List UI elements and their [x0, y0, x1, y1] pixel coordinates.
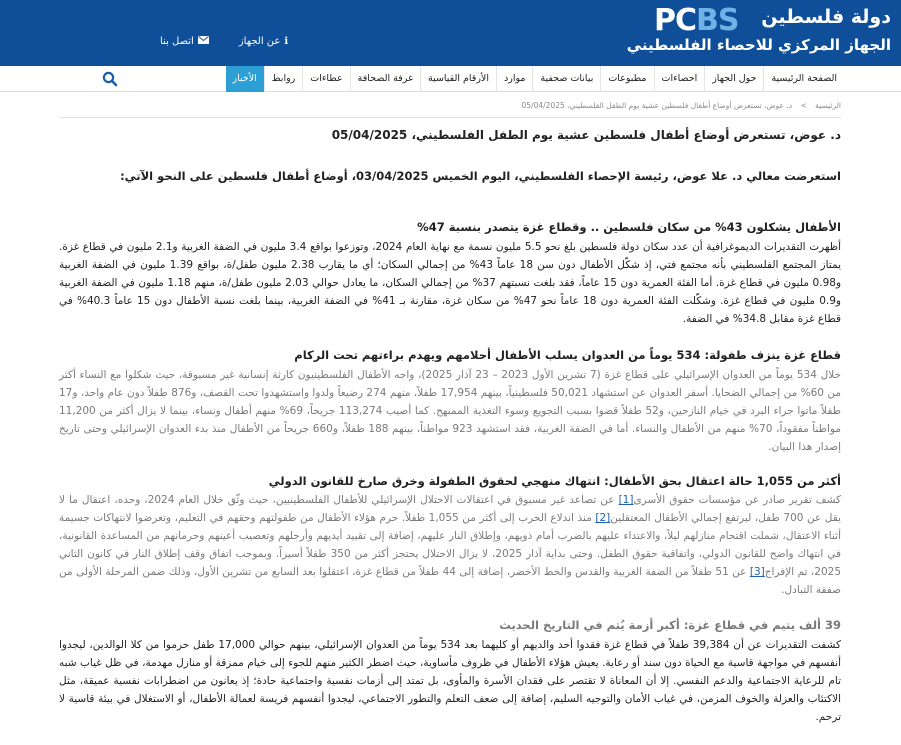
page-title: د. عوض، تستعرض أوضاع أطفال فلسطين عشية يوم الطفل الفلسطيني، 05/04/2025 [331, 128, 841, 142]
contact-link[interactable] [160, 36, 209, 47]
section-text-population: أظهرت التقديرات الديموغرافية أن عدد سكان دولة فلسطين بلغ نحو 5.5 مليون نسمة مع نهاية العام 2024، وتوزعوا بواقع 3.4 مليون في الضفة الغربية و2.1 مليون في قطاع غزة. يمتاز المجتمع الفلسطيني بأنه مجتمع فتي، إذ شكّل الأطفال دون سن 18 عاماً 43% من إجمالي السكان؛ أي ما يقارب 2.38 مليون طفل/ة، بواقع 1.39 مليون في الضفة الغربية و0.98 مليون في قطاع غزة. أما الفئة العمرية دون 15 عاماً، فقد بلغت نسبتهم 37% من إجمالي السكان، ما يعادل حوالي 2.03 مليون طفل/ة، منهم 1.18 مليون في الضفة الغربية و0.9 مليون في قطاع غزة. وشكّلت الفئة العمرية دون 18 عاماً نحو 47% من سكان غزة، مقارنة بـ 41% في الضفة الغربية، بينما بلغت نسبة الأطفال دون 15 عاماً 40.3% في قطاع غزة مقابل 34.8% في الضفة. [59, 241, 842, 325]
nav-item-resources[interactable]: موارد [496, 66, 532, 92]
about-link[interactable] [239, 36, 288, 47]
nav-item-news[interactable]: الأخبار [226, 66, 264, 92]
search-icon[interactable] [100, 69, 120, 89]
nav-item-publications[interactable]: مطبوعات [600, 66, 653, 92]
section-title-detentions: أكثر من 1,055 حالة اعتقال بحق الأطفال: انتهاك منهجي لحقوق الطفولة وخرق صارخ للقانون الدولي [268, 474, 841, 488]
article-intro: استعرضت معالي د. علا عوض، رئيسة الإحصاء الفلسطيني، اليوم الخميس 03/04/2025، أوضاع أطفال فلسطين على النحو الآتي: [120, 169, 841, 183]
footnote-link-1[interactable]: [1] [618, 494, 634, 506]
nav-item-indices[interactable]: الأرقام القياسية [420, 66, 496, 92]
detentions-text-d: عن 51 طفلاً من الضفة الغربية والقدس والخط الأخضر، إضافة إلى 44 طفلاً من قطاع غزة، اعتقلوا بعد السابع من تشرين الأول، وذلك ضمن المرحلة الأولى من صفقة التبادل. [59, 566, 841, 596]
section-text-detentions [59, 491, 841, 599]
org-name: دولة فلسطين [761, 6, 891, 28]
main-navbar [0, 66, 901, 92]
site-header [0, 0, 901, 66]
envelope-icon [198, 36, 209, 47]
about-label: عن الجهاز [238, 36, 281, 47]
info-icon: ℹ [284, 36, 289, 47]
nav-item-about[interactable]: حول الجهاز [704, 66, 763, 92]
detentions-text-a: كشف تقرير صادر عن مؤسسات حقوق الأسرى [633, 494, 841, 506]
detentions-text-b: عن تصاعد غير مسبوق في اعتقالات الاحتلال الإسرائيلي للأطفال الفلسطينيين، حيث وثّق خلال العام 2024، وحده، اعتقال ما لا يقل عن 700 طفل، ليرتفع إجمالي الأطفال المعتقلين [59, 494, 841, 524]
top-links [160, 36, 288, 47]
pcbs-logo[interactable] [654, 4, 739, 38]
org-subtitle: الجهاز المركزي للاحصاء الفلسطيني [626, 36, 891, 54]
breadcrumb-home[interactable]: الرئيسية [815, 101, 841, 110]
section-title-gaza-children: قطاع غزة ينزف طفولة: 534 يوماً من العدوان يسلب الأطفال أحلامهم ويهدم براءتهم تحت الركام [294, 348, 841, 362]
nav-item-tenders[interactable]: عطاءات [302, 66, 349, 92]
footnote-link-3[interactable]: [3] [749, 566, 765, 578]
breadcrumb-current: د. عوض، تستعرض أوضاع أطفال فلسطين عشية يوم الطفل الفلسطيني، 05/04/2025 [521, 101, 793, 110]
nav-item-statistics[interactable]: احصاءات [654, 66, 705, 92]
section-title-population: الأطفال يشكلون 43% من سكان فلسطين .. وقطاع غزة يتصدر بنسبة 47% [417, 220, 841, 234]
footnote-link-2[interactable]: [2] [595, 512, 611, 524]
nav-item-links[interactable]: روابط [264, 66, 302, 92]
contact-label: اتصل بنا [160, 36, 194, 47]
section-text-orphans: كشفت التقديرات عن أن 39,384 طفلاً في قطاع غزة فقدوا أحد والديهم أو كليهما بعد 534 يوماً من العدوان الإسرائيلي، بينهم حوالي 17,000 طفل حرموا من كلا الوالدين، ليجدوا أنفسهم في مواجهة قاسية مع الحياة دون سند أو رعاية. يعيش هؤلاء الأطفال في ظروف مأساوية، حيث اضطر الكثير منهم للجوء إلى خيام ممزقة أو منازل مهدمة، في ظل غياب شبه تام للرعاية الاجتماعية والدعم النفسي. إلا أن المعاناة لا تقتصر على فقدان الأسرة والمأوى، بل تمتد إلى أزمات نفسية واجتماعية حادة؛ إذ يعانون من اضطرابات نفسية عميقة، مثل الاكتئاب والعزلة والخوف المزمن، في غياب الأمان والتوجيه السليم، إضافة إلى ضعف التعلم والتطور الاجتماعي، ليجدوا أنفسهم فريسة لعمالة الأطفال، أو الاستغلال في بيئة قاسية لا ترحم. [59, 639, 841, 723]
divider [60, 117, 841, 118]
breadcrumb [522, 101, 841, 110]
nav-item-press-releases[interactable]: بيانات صحفية [532, 66, 600, 92]
section-title-orphans: 39 ألف يتيم في قطاع غزة: أكبر أزمة يُتم في التاريخ الحديث [499, 618, 841, 632]
nav-items [226, 66, 844, 92]
logo-text: PCBS [654, 3, 739, 38]
detentions-text-c: منذ اندلاع الحرب إلى أكثر من 1,055 طفلاً. حرم هؤلاء الأطفال من طفولتهم وحقهم في التعليم، وتعرضوا لانتهاكات جسيمة أثناء الاعتقال، شملت اقتحام منازلهم ليلاً، والاعتداء عليهم بالضرب أمام ذويهم، وإطلاق النار عليهم، إضافة إلى تقييد أيديهم وأرجلهم وتعصيب أعينهم وحرمانهم من المساعدة القانونية، في انتهاك واضح للقانون الدولي، واتفاقية حقوق الطفل. وحتى بداية آذار 2025، لا يزال الاحتلال يحتجز أكثر من 350 طفلاً أسيراً. وبموجب اتفاق وقف إطلاق النار في كانون الثاني 2025، تم الإفراج [59, 512, 842, 578]
section-text-gaza-children: خلال 534 يوماً من العدوان الإسرائيلي على قطاع غزة (7 تشرين الأول 2023 – 23 آذار 2025)، واجه الأطفال الفلسطينيون كارثة إنسانية غير مسبوقة، حيث شكلوا مع النساء أكثر من 60% من إجمالي الضحايا. أسفر العدوان عن استشهاد 50,021 فلسطينياً، بينهم 17,954 طفلاً، منهم 274 رضيعاً ولدوا واستشهدوا تحت القصف، و876 طفلاً دون عام واحد، و17 طفلاً ماتوا جراء البرد في خيام النازحين، و52 طفلاً قضوا بسبب التجويع وسوء التغذية الممنهج. كما أصيب 113,274 جريحاً، 69% منهم أطفال ونساء، بينما لا يزال أكثر من 11,200 مواطناً مفقوداً، 70% منهم من الأطفال والنساء. أما في الضفة الغربية، فقد استشهد 923 مواطناً، بينهم 188 طفلاً، و660 جريحاً من الأطفال منذ بدء العدوان الإسرائيلي وحتى تاريخ إصدار هذا البيان. [59, 369, 841, 453]
nav-item-press-room[interactable]: غرفة الصحافة [350, 66, 420, 92]
nav-item-home[interactable]: الصفحة الرئيسية [763, 66, 843, 92]
breadcrumb-separator: > [800, 101, 807, 110]
